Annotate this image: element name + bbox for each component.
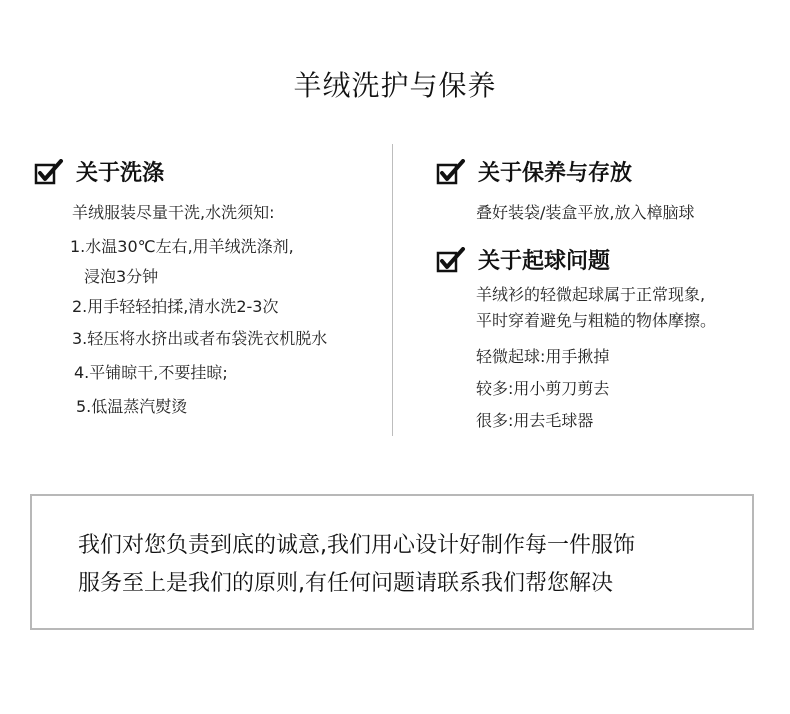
- column-divider: [392, 144, 393, 436]
- checkbox-checked-icon: [436, 247, 466, 273]
- pilling-heading-row: [436, 244, 610, 275]
- pilling-desc: 平时穿着避免与粗糙的物体摩擦。: [476, 311, 717, 330]
- pilling-tip: 很多:用去毛球器: [476, 411, 594, 430]
- storage-heading: 关于保养与存放: [478, 161, 633, 186]
- pilling-desc: 羊绒衫的轻微起球属于正常现象,: [476, 285, 706, 304]
- washing-step: 5.低温蒸汽熨烫: [76, 397, 188, 416]
- washing-step: 2.用手轻轻拍揉,清水洗2-3次: [72, 297, 279, 316]
- washing-step: 3.轻压将水挤出或者布袋洗衣机脱水: [72, 329, 328, 348]
- checkbox-checked-icon: [436, 159, 466, 185]
- storage-heading-row: [436, 156, 632, 187]
- page-title: 羊绒洗护与保养: [293, 69, 497, 102]
- washing-intro: 羊绒服装尽量干洗,水洗须知:: [72, 203, 275, 222]
- washing-step: 浸泡3分钟: [84, 267, 159, 286]
- notice-line: 服务至上是我们的原则,有任何问题请联系我们帮您解决: [78, 571, 613, 596]
- washing-step: 4.平铺晾干,不要挂晾;: [74, 363, 228, 382]
- pilling-tip: 轻微起球:用手揪掉: [476, 347, 610, 366]
- checkbox-checked-icon: [34, 159, 64, 185]
- notice-line: 我们对您负责到底的诚意,我们用心设计好制作每一件服饰: [78, 533, 635, 558]
- service-notice-box: [30, 494, 754, 630]
- pilling-tip: 较多:用小剪刀剪去: [476, 379, 610, 398]
- washing-step: 1.水温30℃左右,用羊绒洗涤剂,: [70, 237, 294, 256]
- washing-heading-row: [34, 156, 164, 187]
- pilling-heading: 关于起球问题: [478, 249, 611, 274]
- washing-heading: 关于洗涤: [76, 161, 165, 186]
- storage-text: 叠好装袋/装盒平放,放入樟脑球: [476, 203, 695, 222]
